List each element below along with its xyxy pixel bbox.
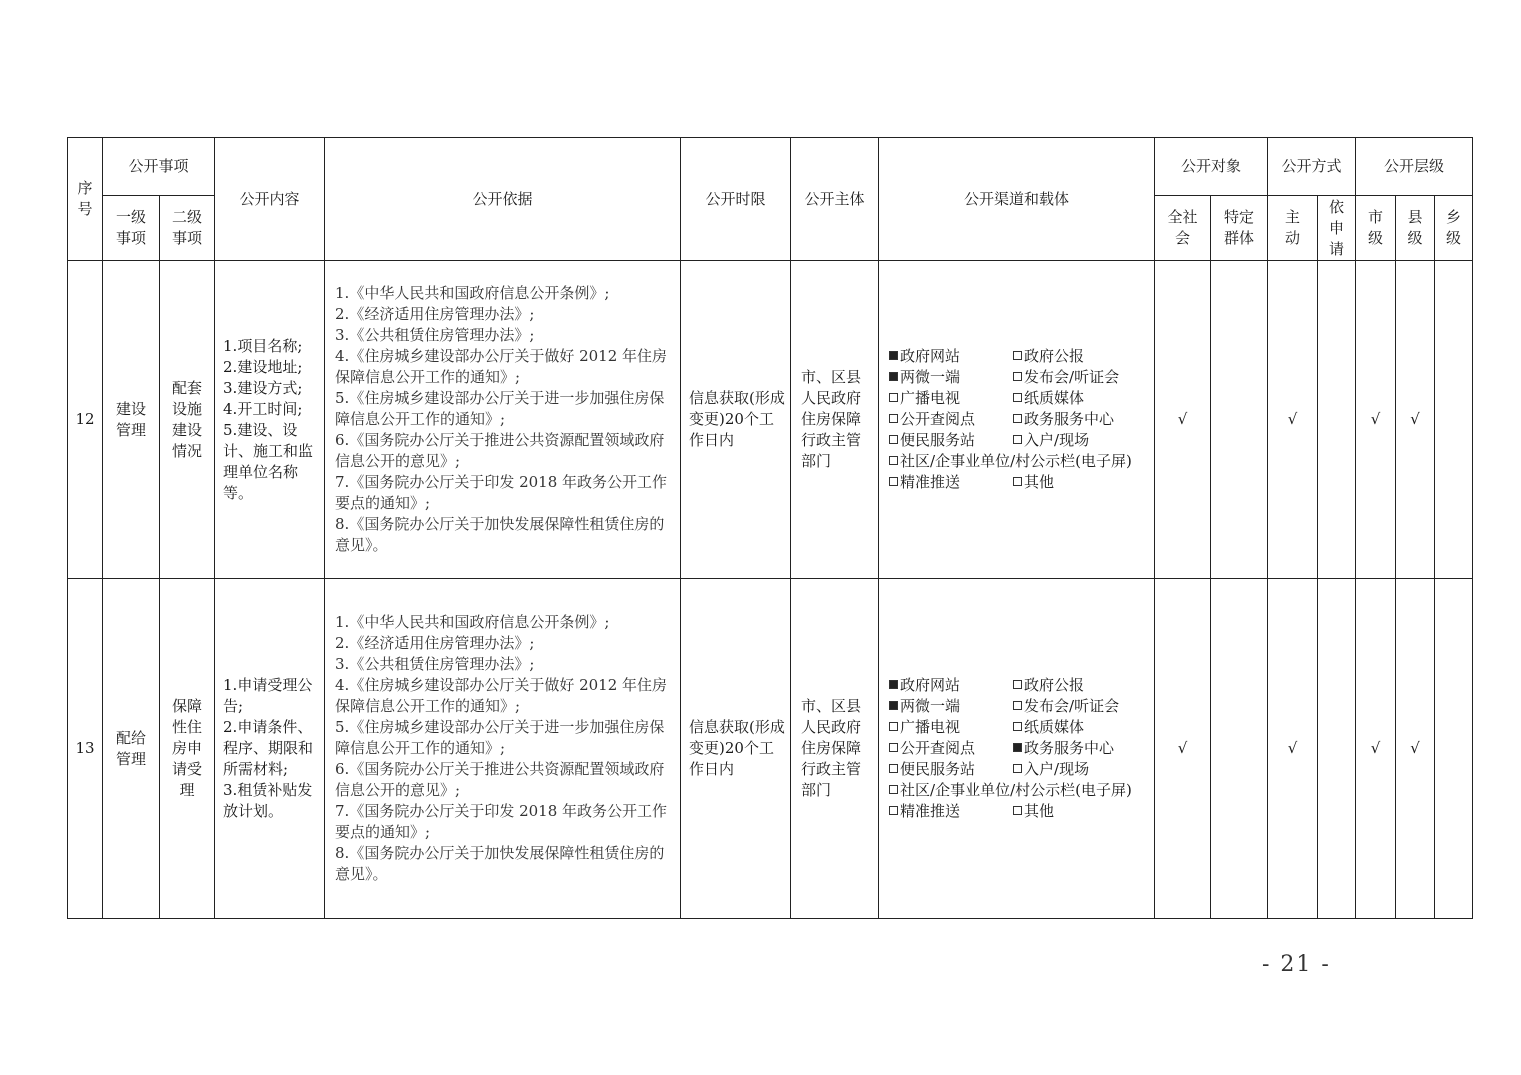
row-number: 12 [68, 261, 103, 579]
method-active-check: √ [1268, 579, 1318, 919]
level1-cell: 建设管理 [103, 261, 160, 579]
audience-specific-check [1211, 579, 1268, 919]
unchecked-box-icon [889, 393, 898, 402]
content-item: 3.租赁补贴发放计划。 [223, 781, 313, 820]
header-content: 公开内容 [215, 138, 325, 261]
unchecked-box-icon [1013, 414, 1022, 423]
channel-label: 其他 [1024, 802, 1055, 820]
channel-label: 公开查阅点 [900, 739, 976, 757]
unchecked-box-icon [1013, 701, 1022, 710]
header-time-limit: 公开时限 [681, 138, 791, 261]
channel-label: 社区/企事业单位/村公示栏(电子屏) [900, 781, 1132, 799]
checked-box-icon [889, 372, 898, 381]
row-number: 13 [68, 579, 103, 919]
header-seq: 序号 [68, 138, 103, 261]
content-item: 4.开工时间; [223, 399, 303, 418]
basis-item: 4.《住房城乡建设部办公厅关于做好 2012 年住房保障信息公开工作的通知》; [335, 347, 668, 386]
page-number: - 21 - [1262, 952, 1331, 977]
audience-specific-check [1211, 261, 1268, 579]
channel-option [889, 451, 1150, 472]
unchecked-box-icon [1013, 722, 1022, 731]
channel-option [889, 409, 1013, 430]
basis-item: 8.《国务院办公厅关于加快发展保障性租赁住房的意见》。 [335, 515, 665, 554]
unchecked-box-icon [889, 435, 898, 444]
channel-option [889, 696, 1013, 717]
level2-cell: 保障性住房申请受理 [160, 579, 215, 919]
audience-all-check: √ [1155, 579, 1211, 919]
channel-option [889, 759, 1013, 780]
basis-item: 2.《经济适用住房管理办法》; [335, 305, 535, 323]
header-audience-specific: 特定群体 [1211, 196, 1268, 261]
content-item: 1.申请受理公告; [223, 676, 313, 715]
channels-cell [879, 579, 1155, 919]
channel-option [1013, 675, 1150, 696]
basis-cell [325, 261, 681, 579]
basis-item: 6.《国务院办公厅关于推进公共资源配置领域政府信息公开的意见》; [335, 431, 665, 470]
basis-cell [325, 579, 681, 919]
channel-option [889, 472, 1013, 493]
header-basis: 公开依据 [325, 138, 681, 261]
method-active-check: √ [1268, 261, 1318, 579]
unchecked-box-icon [1013, 372, 1022, 381]
channel-label: 入户/现场 [1024, 431, 1090, 449]
header-level1: 一级事项 [103, 196, 160, 261]
method-request-check [1318, 261, 1356, 579]
header-audience-all: 全社会 [1155, 196, 1211, 261]
header-channels: 公开渠道和载体 [879, 138, 1155, 261]
unchecked-box-icon [1013, 806, 1022, 815]
scope-county-check: √ [1396, 261, 1435, 579]
basis-item: 8.《国务院办公厅关于加快发展保障性租赁住房的意见》。 [335, 844, 665, 883]
channel-option [1013, 801, 1150, 822]
channel-option [1013, 472, 1150, 493]
channel-label: 入户/现场 [1024, 760, 1090, 778]
unchecked-box-icon [889, 456, 898, 465]
header-scope: 公开层级 [1356, 138, 1473, 196]
header-level2: 二级事项 [160, 196, 215, 261]
channel-option [889, 367, 1013, 388]
basis-item: 4.《住房城乡建设部办公厅关于做好 2012 年住房保障信息公开工作的通知》; [335, 676, 668, 715]
channel-label: 社区/企事业单位/村公示栏(电子屏) [900, 452, 1132, 470]
level2-cell: 配套设施建设情况 [160, 261, 215, 579]
header-scope-city: 市级 [1356, 196, 1396, 261]
content-cell [215, 261, 325, 579]
time-limit-cell: 信息获取(形成变更)20个工作日内 [681, 261, 791, 579]
channel-label: 政府公报 [1024, 347, 1085, 365]
channel-option [889, 675, 1013, 696]
content-item: 5.建设、设计、施工和监理单位名称等。 [223, 420, 314, 502]
channel-label: 政府网站 [900, 676, 961, 694]
scope-town-check [1435, 261, 1473, 579]
channel-label: 发布会/听证会 [1024, 697, 1120, 715]
unchecked-box-icon [1013, 393, 1022, 402]
unchecked-box-icon [1013, 680, 1022, 689]
channel-label: 政府公报 [1024, 676, 1085, 694]
content-item: 2.建设地址; [223, 357, 303, 376]
channel-option [889, 717, 1013, 738]
channel-option [889, 430, 1013, 451]
channel-list [889, 346, 1150, 493]
method-request-check [1318, 579, 1356, 919]
subject-cell: 市、区县人民政府住房保障行政主管部门 [791, 261, 879, 579]
basis-item: 2.《经济适用住房管理办法》; [335, 634, 535, 652]
content-item: 2.申请条件、程序、期限和所需材料; [223, 718, 314, 778]
channels-cell [879, 261, 1155, 579]
disclosure-table [67, 137, 1473, 919]
channel-option [1013, 388, 1150, 409]
channel-option [1013, 759, 1150, 780]
unchecked-box-icon [889, 785, 898, 794]
scope-city-check: √ [1356, 261, 1396, 579]
channel-label: 其他 [1024, 473, 1055, 491]
unchecked-box-icon [889, 477, 898, 486]
channel-option [1013, 738, 1150, 759]
table-row [68, 261, 1473, 579]
scope-county-check: √ [1396, 579, 1435, 919]
channel-label: 便民服务站 [900, 760, 976, 778]
subject-cell: 市、区县人民政府住房保障行政主管部门 [791, 579, 879, 919]
channel-option [1013, 367, 1150, 388]
channel-label: 精准推送 [900, 802, 961, 820]
audience-all-check: √ [1155, 261, 1211, 579]
basis-item: 1.《中华人民共和国政府信息公开条例》; [335, 613, 610, 631]
channel-label: 两微一端 [900, 368, 961, 386]
channel-option [889, 780, 1150, 801]
basis-item: 6.《国务院办公厅关于推进公共资源配置领域政府信息公开的意见》; [335, 760, 665, 799]
channel-label: 政府网站 [900, 347, 961, 365]
channel-option [1013, 409, 1150, 430]
channel-option [1013, 346, 1150, 367]
channel-label: 便民服务站 [900, 431, 976, 449]
channel-label: 两微一端 [900, 697, 961, 715]
channel-label: 纸质媒体 [1024, 389, 1085, 407]
basis-item: 1.《中华人民共和国政府信息公开条例》; [335, 284, 610, 302]
channel-label: 纸质媒体 [1024, 718, 1085, 736]
header-method-request: 依申请 [1318, 196, 1356, 261]
channel-label: 广播电视 [900, 389, 961, 407]
header-scope-county: 县级 [1396, 196, 1435, 261]
unchecked-box-icon [889, 806, 898, 815]
header-audience: 公开对象 [1155, 138, 1268, 196]
channel-label: 政务服务中心 [1024, 410, 1115, 428]
time-limit-cell: 信息获取(形成变更)20个工作日内 [681, 579, 791, 919]
checked-box-icon [889, 351, 898, 360]
basis-item: 3.《公共租赁住房管理办法》; [335, 655, 535, 673]
checked-box-icon [889, 680, 898, 689]
checked-box-icon [889, 701, 898, 710]
channel-option [1013, 696, 1150, 717]
content-cell [215, 579, 325, 919]
unchecked-box-icon [889, 414, 898, 423]
level1-cell: 配给管理 [103, 579, 160, 919]
channel-option [889, 801, 1013, 822]
scope-city-check: √ [1356, 579, 1396, 919]
channel-label: 精准推送 [900, 473, 961, 491]
basis-item: 5.《住房城乡建设部办公厅关于进一步加强住房保障信息公开工作的通知》; [335, 389, 665, 428]
content-item: 1.项目名称; [223, 336, 303, 355]
header-matter: 公开事项 [103, 138, 215, 196]
channel-label: 政务服务中心 [1024, 739, 1115, 757]
content-item: 3.建设方式; [223, 378, 303, 397]
channel-option [889, 738, 1013, 759]
basis-item: 7.《国务院办公厅关于印发 2018 年政务公开工作要点的通知》; [335, 802, 668, 841]
unchecked-box-icon [889, 764, 898, 773]
basis-item: 5.《住房城乡建设部办公厅关于进一步加强住房保障信息公开工作的通知》; [335, 718, 665, 757]
basis-item: 3.《公共租赁住房管理办法》; [335, 326, 535, 344]
unchecked-box-icon [1013, 351, 1022, 360]
basis-item: 7.《国务院办公厅关于印发 2018 年政务公开工作要点的通知》; [335, 473, 668, 512]
checked-box-icon [1013, 743, 1022, 752]
header-method-active: 主动 [1268, 196, 1318, 261]
unchecked-box-icon [1013, 764, 1022, 773]
channel-option [1013, 717, 1150, 738]
table-row [68, 579, 1473, 919]
channel-label: 公开查阅点 [900, 410, 976, 428]
unchecked-box-icon [1013, 435, 1022, 444]
header-method: 公开方式 [1268, 138, 1356, 196]
channel-list [889, 675, 1150, 822]
unchecked-box-icon [889, 722, 898, 731]
scope-town-check [1435, 579, 1473, 919]
channel-option [1013, 430, 1150, 451]
header-scope-town: 乡级 [1435, 196, 1473, 261]
unchecked-box-icon [1013, 477, 1022, 486]
unchecked-box-icon [889, 743, 898, 752]
channel-option [889, 346, 1013, 367]
header-subject: 公开主体 [791, 138, 879, 261]
channel-label: 广播电视 [900, 718, 961, 736]
channel-option [889, 388, 1013, 409]
channel-label: 发布会/听证会 [1024, 368, 1120, 386]
